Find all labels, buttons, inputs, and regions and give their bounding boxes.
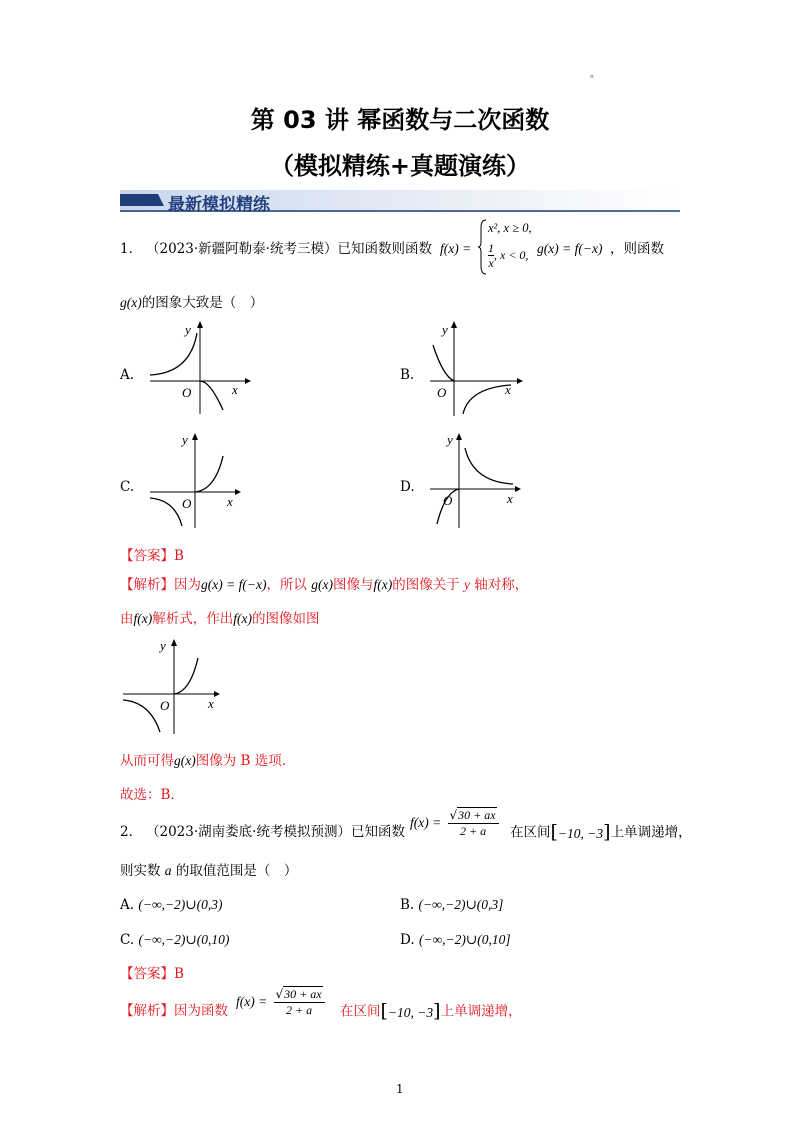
q2-analysis-interval-text: −10, −3 <box>387 1005 434 1020</box>
q2-function <box>410 808 501 839</box>
a3-part2: 图像为 B 选项. <box>195 753 287 769</box>
q2-number: 2． <box>120 824 143 840</box>
analysis-x-label: x <box>208 696 214 711</box>
q2-fraction <box>448 808 499 839</box>
option-b-label[interactable]: B. <box>400 367 415 383</box>
q2-source: （2023·湖南娄底·统考模拟预测）已知函数 <box>146 824 405 840</box>
option-a-y-label: y <box>185 322 191 337</box>
option-d-graph[interactable] <box>425 430 535 530</box>
q2-analysis-mid <box>340 1002 522 1022</box>
a1-f: f(x) <box>373 577 393 592</box>
q2-analysis-numerator: √30 + ax <box>274 987 325 1003</box>
q2-analysis-interval: [−10, −3] <box>380 1000 441 1022</box>
analysis-y-label: y <box>160 638 166 653</box>
piece2-num: 1 <box>488 241 494 255</box>
piece2-rest: , x < 0, <box>494 248 529 262</box>
piece2-den: x <box>488 256 494 270</box>
a1-part2: ，所以 <box>266 577 307 593</box>
analysis-origin: O <box>160 698 170 713</box>
q2-option-b-label: B. <box>400 897 415 913</box>
a1-part3: 图像与 <box>332 577 374 593</box>
q2-option-b-value: (−∞,−2)∪(0,3] <box>418 897 504 912</box>
analysis-tag: 【解析】 <box>120 577 174 593</box>
q1-number: 1． <box>120 241 143 257</box>
a2-part1: 由 <box>120 611 134 627</box>
q2-analysis-fraction <box>274 987 325 1018</box>
option-c-label[interactable]: C. <box>120 479 135 495</box>
q1-fx: f(x) = <box>440 241 472 256</box>
q2-mid <box>510 823 692 843</box>
page-title: 第 03 讲 幂函数与二次函数 <box>250 106 550 134</box>
a3-g: g(x) <box>174 753 196 768</box>
q2-option-d-value: (−∞,−2)∪(0,10] <box>418 932 511 947</box>
a2-f: f(x) <box>133 611 153 626</box>
page-number: 1 <box>396 1082 404 1096</box>
q2-analysis-mid-text: 在区间 <box>340 1003 381 1020</box>
q1-tail: ，则函数 <box>610 241 664 257</box>
option-b-x-label: x <box>505 382 511 397</box>
q2-answer: 【答案】B <box>120 966 184 982</box>
q2-analysis-line1 <box>120 1002 228 1020</box>
q2-line2-a: 则实数 <box>120 863 161 879</box>
q2-analysis-denominator: 2 + a <box>286 1003 313 1017</box>
q2-option-a[interactable] <box>120 896 222 914</box>
q1-analysis-line4: 故选：B. <box>120 787 175 803</box>
q2-option-b[interactable] <box>400 896 503 914</box>
analysis-graph <box>120 634 230 738</box>
a1-g: g(x) <box>311 577 333 592</box>
q2-denominator: 2 + a <box>460 824 487 838</box>
q2-analysis-tail: 上单调递增， <box>440 1003 522 1020</box>
option-d-y-label: y <box>447 432 453 447</box>
q1-line2-rest: 的图象大致是（ ） <box>141 295 264 311</box>
q1-g: g(x) <box>120 295 142 310</box>
option-b-y-label: y <box>442 322 448 337</box>
a1-y: y <box>464 577 470 592</box>
q2-option-c[interactable] <box>120 931 229 949</box>
q2-option-a-label: A. <box>120 897 135 913</box>
q2-fx: f(x) = <box>410 815 442 830</box>
q2-option-a-value: (−∞,−2)∪(0,3) <box>138 897 223 912</box>
option-c-y-label: y <box>182 432 188 447</box>
a2-f2: f(x) <box>233 611 252 626</box>
q2-line2-b: 的取值范围是（ ） <box>175 863 298 879</box>
option-a-origin: O <box>182 385 192 400</box>
q2-option-c-value: (−∞,−2)∪(0,10) <box>138 932 230 947</box>
q2-interval: [−10, −3] <box>550 821 611 843</box>
q2-analysis-function <box>236 987 327 1018</box>
q1-answer: 【答案】B <box>120 548 184 564</box>
page-subtitle: （模拟精练+真题演练） <box>269 152 531 180</box>
q1-gdef: g(x) = f(−x) <box>537 241 603 256</box>
a1-part4: 的图像关于 <box>392 577 460 593</box>
a2-part3: 的图像如图 <box>251 611 320 627</box>
a2-part2: 解析式，作出 <box>152 611 234 627</box>
a1-part5: 轴对称， <box>474 577 529 593</box>
q2-interval-text: −10, −3 <box>557 826 604 841</box>
q2-analysis-num-text: 30 + ax <box>284 987 322 1001</box>
q1-analysis-line3 <box>120 752 286 770</box>
option-a-label[interactable]: A. <box>120 367 135 383</box>
q2-numerator: √30 + ax <box>448 808 499 824</box>
option-b-graph[interactable] <box>425 318 535 418</box>
q1-analysis-line1 <box>120 576 528 594</box>
q2-option-d-label: D. <box>400 932 415 948</box>
a1-eq: g(x) = f(−x) <box>201 577 267 592</box>
option-a-graph[interactable] <box>145 318 255 418</box>
option-d-origin: O <box>443 493 453 508</box>
option-c-graph[interactable] <box>145 430 255 530</box>
option-c-x-label: x <box>227 494 233 509</box>
q2-option-c-label: C. <box>120 932 135 948</box>
option-c-origin: O <box>182 496 192 511</box>
section-banner <box>120 190 680 215</box>
q2-line2 <box>120 862 297 880</box>
section-label: 最新模拟精练 <box>168 195 270 215</box>
header-mark: 。 <box>590 69 600 80</box>
option-d-label[interactable]: D. <box>400 479 415 495</box>
q1-brace <box>478 218 488 280</box>
q1-source: （2023·新疆阿勒泰·统考三模）已知函数则函数 <box>146 241 432 257</box>
q2-a1-part1: 因为函数 <box>174 1003 228 1019</box>
q2-var: a <box>164 863 172 878</box>
q1-analysis-line2 <box>120 610 319 628</box>
q2-analysis-tag: 【解析】 <box>120 1003 174 1019</box>
q2-option-d[interactable] <box>400 931 511 949</box>
q1-line2 <box>120 294 263 312</box>
q2-mid-text: 在区间 <box>510 824 551 841</box>
option-d-x-label: x <box>507 491 513 506</box>
q2-analysis-fx: f(x) = <box>236 994 268 1009</box>
q2-tail: 上单调递增， <box>610 824 692 841</box>
a3-part1: 从而可得 <box>120 753 174 769</box>
option-b-origin: O <box>437 385 447 400</box>
q1-piece2 <box>488 241 528 270</box>
brace-icon <box>478 218 488 276</box>
q2-num-text: 30 + ax <box>458 808 496 822</box>
q1-piece1: x², x ≥ 0, <box>488 221 532 235</box>
a1-part1: 因为 <box>174 577 201 593</box>
option-a-x-label: x <box>232 382 238 397</box>
